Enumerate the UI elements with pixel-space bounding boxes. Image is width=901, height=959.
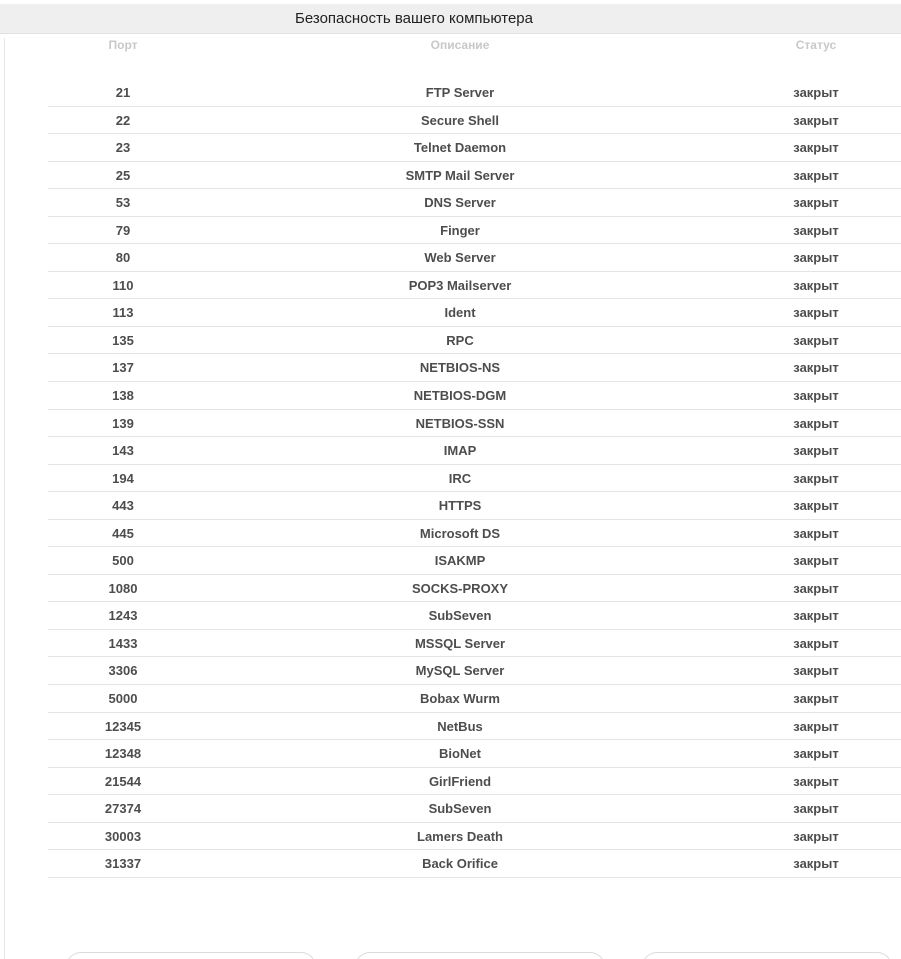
port-cell: 113 bbox=[112, 305, 134, 321]
description-cell: IMAP bbox=[443, 443, 477, 459]
status-cell: закрыт bbox=[793, 525, 839, 541]
status-cell: закрыт bbox=[793, 580, 839, 596]
table-row bbox=[0, 795, 901, 823]
table-row bbox=[0, 217, 901, 245]
status-cell: закрыт bbox=[793, 856, 839, 872]
description-cell: GirlFriend bbox=[428, 773, 492, 789]
description-cell: Back Orifice bbox=[422, 856, 498, 872]
status-cell: закрыт bbox=[793, 746, 839, 762]
table-row bbox=[0, 272, 901, 300]
status-cell: закрыт bbox=[793, 222, 839, 238]
port-cell: 25 bbox=[115, 167, 131, 183]
port-cell: 135 bbox=[112, 332, 134, 348]
status-cell: закрыт bbox=[793, 691, 839, 707]
table-row bbox=[0, 740, 901, 768]
bottom-button-1[interactable] bbox=[66, 952, 316, 959]
status-cell: закрыт bbox=[793, 167, 839, 183]
description-cell: POP3 Mailserver bbox=[408, 277, 512, 293]
status-cell: закрыт bbox=[793, 443, 839, 459]
port-cell: 12348 bbox=[104, 746, 142, 762]
description-cell: NETBIOS-NS bbox=[419, 360, 501, 376]
status-cell: закрыт bbox=[793, 305, 839, 321]
ports-table-body bbox=[0, 79, 901, 878]
table-row bbox=[0, 630, 901, 658]
description-cell: SOCKS-PROXY bbox=[411, 580, 509, 596]
table-row bbox=[0, 823, 901, 851]
status-cell: закрыт bbox=[793, 801, 839, 817]
description-cell: DNS Server bbox=[424, 195, 496, 211]
table-row bbox=[0, 189, 901, 217]
description-cell: FTP Server bbox=[425, 85, 495, 100]
port-cell: 53 bbox=[115, 195, 131, 211]
port-cell: 139 bbox=[112, 415, 134, 431]
bottom-button-3[interactable] bbox=[642, 952, 892, 959]
table-row bbox=[0, 79, 901, 107]
table-row bbox=[0, 410, 901, 438]
title-bar bbox=[0, 4, 901, 34]
description-cell: RPC bbox=[446, 332, 474, 348]
description-cell: NETBIOS-DGM bbox=[413, 388, 507, 404]
status-cell: закрыт bbox=[793, 140, 839, 156]
description-cell: Microsoft DS bbox=[419, 525, 501, 541]
port-cell: 110 bbox=[112, 277, 134, 293]
description-cell: SMTP Mail Server bbox=[405, 167, 515, 183]
description-cell: IRC bbox=[448, 470, 472, 486]
description-cell: Lamers Death bbox=[417, 828, 503, 844]
table-row bbox=[0, 685, 901, 713]
port-cell: 1080 bbox=[108, 580, 138, 596]
header-status: Статус bbox=[795, 38, 837, 52]
port-cell: 79 bbox=[115, 222, 131, 238]
table-row bbox=[0, 134, 901, 162]
port-cell: 80 bbox=[115, 250, 131, 266]
table-row bbox=[0, 162, 901, 190]
table-row bbox=[0, 244, 901, 272]
description-cell: BioNet bbox=[439, 746, 481, 762]
table-row bbox=[0, 437, 901, 465]
description-cell: Web Server bbox=[424, 250, 496, 266]
table-row bbox=[0, 327, 901, 355]
table-header bbox=[0, 37, 901, 55]
port-cell: 21 bbox=[115, 85, 131, 100]
status-cell: закрыт bbox=[793, 635, 839, 651]
table-row bbox=[0, 768, 901, 796]
port-cell: 23 bbox=[115, 140, 131, 156]
table-row bbox=[0, 547, 901, 575]
header-description: Описание bbox=[430, 38, 490, 52]
port-cell: 445 bbox=[112, 525, 134, 541]
status-cell: закрыт bbox=[793, 332, 839, 348]
description-cell: MySQL Server bbox=[415, 663, 505, 679]
status-cell: закрыт bbox=[793, 498, 839, 514]
table-row bbox=[0, 107, 901, 135]
table-row bbox=[0, 354, 901, 382]
status-cell: закрыт bbox=[793, 718, 839, 734]
port-cell: 31337 bbox=[104, 856, 142, 872]
table-row bbox=[0, 602, 901, 630]
port-cell: 5000 bbox=[108, 691, 138, 707]
port-cell: 1243 bbox=[108, 608, 138, 624]
description-cell: ISAKMP bbox=[434, 553, 486, 569]
port-cell: 500 bbox=[112, 553, 134, 569]
table-row bbox=[0, 465, 901, 493]
port-cell: 27374 bbox=[104, 801, 142, 817]
port-cell: 30003 bbox=[104, 828, 142, 844]
status-cell: закрыт bbox=[793, 608, 839, 624]
description-cell: MSSQL Server bbox=[414, 635, 506, 651]
table-row bbox=[0, 520, 901, 548]
table-row bbox=[0, 492, 901, 520]
description-cell: Secure Shell bbox=[420, 112, 500, 128]
port-cell: 443 bbox=[112, 498, 134, 514]
description-cell: SubSeven bbox=[428, 608, 492, 624]
status-cell: закрыт bbox=[793, 112, 839, 128]
status-cell: закрыт bbox=[793, 250, 839, 266]
status-cell: закрыт bbox=[793, 388, 839, 404]
table-row bbox=[0, 713, 901, 741]
table-row bbox=[0, 382, 901, 410]
port-cell: 21544 bbox=[104, 773, 142, 789]
status-cell: закрыт bbox=[793, 195, 839, 211]
bottom-button-2[interactable] bbox=[355, 952, 605, 959]
status-cell: закрыт bbox=[793, 277, 839, 293]
table-row bbox=[0, 850, 901, 878]
status-cell: закрыт bbox=[793, 553, 839, 569]
status-cell: закрыт bbox=[793, 470, 839, 486]
status-cell: закрыт bbox=[793, 360, 839, 376]
description-cell: NetBus bbox=[437, 718, 483, 734]
description-cell: Finger bbox=[440, 222, 480, 238]
port-cell: 22 bbox=[115, 112, 131, 128]
port-cell: 194 bbox=[112, 470, 134, 486]
description-cell: SubSeven bbox=[428, 801, 492, 817]
status-cell: закрыт bbox=[793, 415, 839, 431]
header-port: Порт bbox=[108, 38, 138, 52]
status-cell: закрыт bbox=[793, 85, 839, 100]
page-title: Безопасность вашего компьютера bbox=[295, 10, 533, 27]
status-cell: закрыт bbox=[793, 828, 839, 844]
table-row bbox=[0, 657, 901, 685]
description-cell: HTTPS bbox=[438, 498, 482, 514]
port-cell: 138 bbox=[112, 388, 134, 404]
port-cell: 1433 bbox=[108, 635, 138, 651]
port-cell: 3306 bbox=[108, 663, 138, 679]
port-cell: 137 bbox=[112, 360, 134, 376]
status-cell: закрыт bbox=[793, 663, 839, 679]
port-cell: 12345 bbox=[104, 718, 142, 734]
description-cell: Bobax Wurm bbox=[420, 691, 500, 707]
port-cell: 143 bbox=[112, 443, 134, 459]
table-row bbox=[0, 299, 901, 327]
status-cell: закрыт bbox=[793, 773, 839, 789]
table-row bbox=[0, 575, 901, 603]
description-cell: NETBIOS-SSN bbox=[415, 415, 505, 431]
description-cell: Ident bbox=[444, 305, 476, 321]
description-cell: Telnet Daemon bbox=[413, 140, 507, 156]
